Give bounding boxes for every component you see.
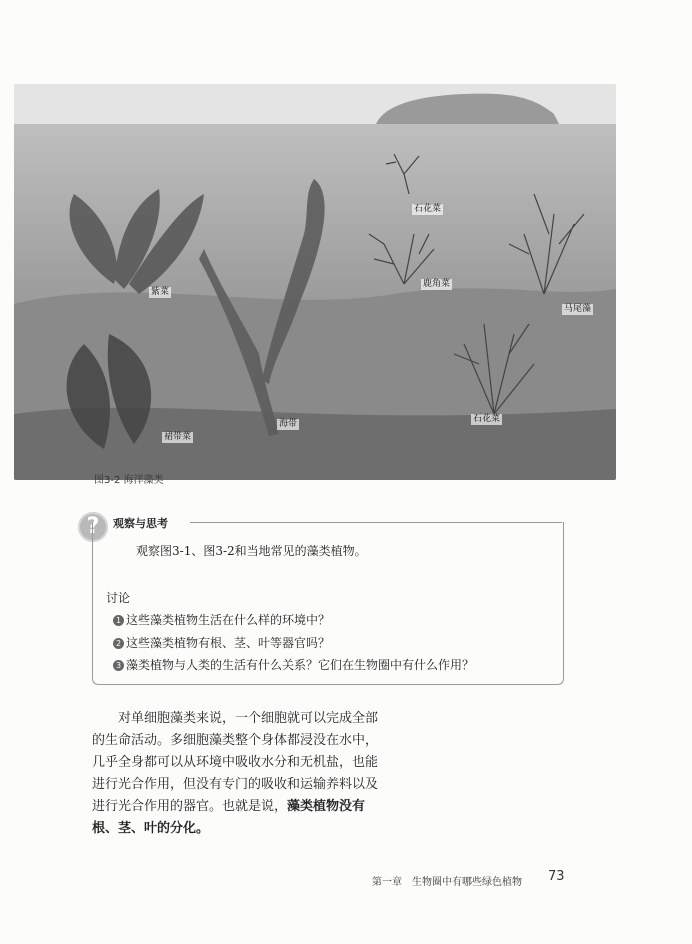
- label-maweizao: 马尾藻: [564, 304, 592, 314]
- label-luojiaocai: 鹿角菜: [423, 279, 451, 289]
- figure-caption: 图3-2 海洋藻类: [94, 475, 164, 486]
- body-line: [92, 796, 422, 818]
- question-item: [113, 656, 474, 673]
- page-number: 73: [548, 869, 565, 884]
- ocean-algae-figure: [14, 84, 616, 480]
- question-number: 2: [113, 638, 124, 649]
- question-text: 这些藻类植物有根、茎、叶等器官吗？: [126, 636, 331, 650]
- question-item: [113, 634, 330, 651]
- body-line: 的生命活动。多细胞藻类整个身体都浸没在水中，: [92, 733, 379, 748]
- chapter-footer: 第一章 生物圈中有哪些绿色植物: [372, 877, 522, 888]
- ocean-algae-illustration: [14, 84, 616, 480]
- label-haidai: 海带: [279, 419, 298, 429]
- question-number: 3: [113, 660, 124, 671]
- key-conclusion: 根、茎、叶的分化。: [92, 821, 210, 836]
- label-shihuacai-top: 石花菜: [414, 204, 442, 214]
- body-paragraph: [92, 708, 422, 840]
- body-line: 几乎全身都可以从环境中吸收水分和无机盐，也能: [92, 755, 379, 770]
- question-text: 这些藻类植物生活在什么样的环境中？: [126, 613, 331, 627]
- question-number: 1: [113, 615, 124, 626]
- body-line-text: 进行光合作用的器官。也就是说，: [92, 799, 288, 814]
- label-shihuacai-bottom: 石花菜: [473, 414, 501, 424]
- question-text: 藻类植物与人类的生活有什么关系？它们在生物圈中有什么作用？: [126, 658, 475, 672]
- body-line: 进行光合作用，但没有专门的吸收和运输养料以及: [92, 777, 379, 792]
- observe-intro: 观察图3-1、图3-2和当地常见的藻类植物。: [136, 544, 367, 558]
- label-zicai: 紫菜: [151, 287, 170, 297]
- key-conclusion: 藻类植物没有: [287, 799, 366, 814]
- discussion-heading: 讨论: [106, 591, 131, 605]
- question-mark-icon: ?: [78, 512, 108, 542]
- body-line: 对单细胞藻类来说，一个细胞就可以完成全部: [118, 711, 379, 726]
- label-qundaicai: 裙带菜: [164, 432, 192, 442]
- question-item: [113, 611, 330, 628]
- observe-title: 观察与思考: [113, 517, 168, 530]
